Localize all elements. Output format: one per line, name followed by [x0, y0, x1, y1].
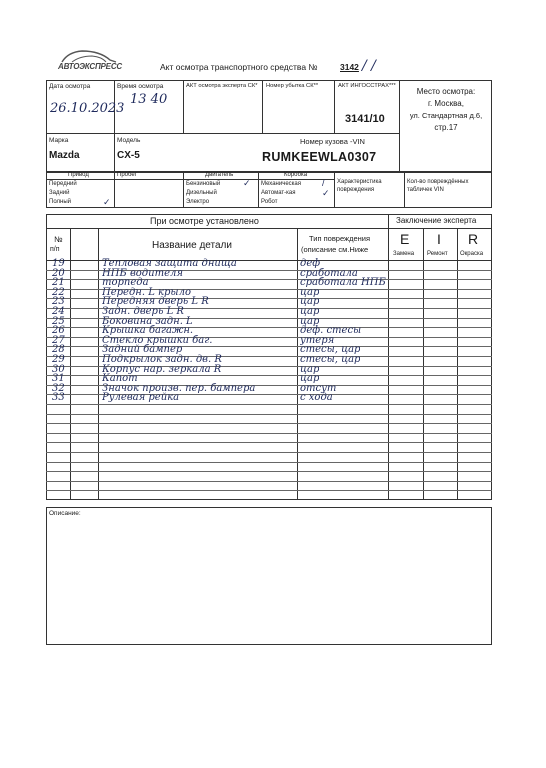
act-title: Акт осмотра транспортного средства №: [160, 62, 318, 72]
loss-number-label: Номер убытка СК**: [266, 83, 319, 89]
row-divider: [46, 462, 492, 463]
row-part-name: Боковина задн. L: [102, 315, 193, 327]
num-label: №: [54, 235, 63, 244]
date-value: 26.10.2023: [50, 101, 125, 116]
drive-rear: Задний: [49, 190, 70, 196]
row-number: 20: [52, 267, 65, 279]
ingosstrakh-value: 3141/10: [345, 113, 385, 125]
place-building: стр.17: [434, 123, 458, 132]
description-label: Описание:: [49, 510, 81, 517]
col-r-sub: Окраска: [460, 251, 484, 257]
row-damage-type: цар: [300, 373, 320, 385]
drive-front: Передний: [49, 181, 77, 187]
row-damage-type: с хода: [300, 392, 333, 404]
row-divider: [46, 490, 492, 491]
row-damage-type: цар: [300, 315, 320, 327]
row-damage-type: цар: [300, 363, 320, 375]
drive-full-check: ✓: [103, 197, 111, 207]
expert-act-label: АКТ осмотра эксперта СК*: [186, 83, 258, 89]
date-label: Дата осмотра: [49, 83, 91, 90]
row-number: 23: [52, 296, 65, 308]
row-part-name: НПБ водителя: [102, 267, 183, 279]
row-number: 31: [52, 373, 65, 385]
gearbox-manual-check: /: [322, 178, 325, 188]
gearbox-auto-check: ✓: [322, 188, 330, 198]
row-part-name: Передняя дверь L R: [102, 296, 209, 308]
row-number: 32: [52, 382, 65, 394]
damage-char-label: Характеристика повреждения: [337, 179, 382, 193]
damage-type-label: Тип повреждения: [309, 234, 371, 243]
gearbox-robot: Робот: [261, 199, 278, 205]
logo-text: АВТОЭКСПРЕСС: [58, 62, 122, 71]
brand-value: Mazda: [49, 150, 80, 161]
row-damage-type: цар: [300, 296, 320, 308]
row-number: 28: [52, 344, 65, 356]
row-divider: [46, 433, 492, 434]
engine-electric: Электро: [186, 199, 210, 205]
time-value: 13 40: [130, 92, 168, 107]
col-i-sub: Ремонт: [427, 251, 448, 257]
engine-label: Двигатель: [205, 172, 234, 178]
inspection-place: [402, 86, 490, 134]
vin-label: Номер кузова -VIN: [300, 137, 365, 146]
row-damage-type: цар: [300, 306, 320, 317]
row-number: 24: [52, 306, 65, 317]
row-divider: [46, 423, 492, 424]
conclusion-label: Заключение эксперта: [396, 216, 477, 225]
row-number: 25: [52, 315, 65, 327]
row-part-name: Тепловая защита днища: [102, 258, 237, 269]
row-part-name: торпеда: [102, 277, 149, 289]
row-damage-type: сработала НПБ: [300, 277, 386, 289]
row-part-name: Значок произв. пер. бампера: [102, 382, 256, 394]
model-label: Модель: [117, 137, 141, 144]
row-damage-type: утеря: [300, 334, 335, 346]
vin-value: RUMKEEWLA0307: [262, 150, 377, 164]
col-i: I: [437, 231, 441, 247]
row-damage-type: цар: [300, 286, 320, 298]
part-name-label: Название детали: [152, 240, 232, 251]
repeat-vin-label: Кол-во повреждённых табличек VIN: [407, 179, 469, 193]
row-part-name: Корпус нар. зеркала R: [102, 363, 222, 375]
description-block: [46, 507, 492, 645]
row-part-name: Подкрылок задн. дв. R: [102, 354, 222, 365]
row-part-name: Задний бампер: [102, 344, 183, 356]
engine-petrol-check: ✓: [243, 178, 251, 188]
row-part-name: Стекло крышки баг.: [102, 334, 213, 346]
row-divider: [46, 404, 492, 405]
logo: [58, 48, 122, 74]
established-label: При осмотре установлено: [150, 216, 259, 226]
row-damage-type: отсут: [300, 382, 337, 394]
num-sub-label: п/п: [50, 246, 60, 253]
place-city: г. Москва,: [428, 99, 464, 108]
place-label: Место осмотра:: [416, 87, 476, 96]
row-number: 26: [52, 325, 65, 337]
ingosstrakh-label: АКТ ИНГОССТРАХ***: [338, 83, 396, 89]
col-e: E: [400, 231, 410, 247]
drive-label: Привод: [68, 172, 89, 178]
row-number: 33: [52, 392, 65, 404]
row-number: 22: [52, 286, 65, 298]
drive-full: Полный: [49, 199, 71, 205]
col-r: R: [468, 231, 479, 247]
row-damage-type: стесы, цар: [300, 344, 361, 356]
row-part-name: Крышка багажн.: [102, 325, 194, 337]
row-divider: [46, 414, 492, 415]
row-damage-type: сработала: [300, 267, 358, 279]
row-part-name: Задн. дверь L R: [102, 306, 184, 317]
row-number: 27: [52, 334, 65, 346]
place-street: ул. Стандартная д.6,: [409, 111, 483, 120]
brand-label: Марка: [49, 137, 69, 144]
row-number: 19: [52, 258, 65, 269]
gearbox-manual: Механическая: [261, 181, 302, 187]
act-number: 3142: [340, 62, 359, 72]
row-divider: [46, 471, 492, 472]
row-part-name: Передн. L крыло: [102, 286, 191, 298]
row-part-name: Капот: [102, 373, 138, 385]
col-e-sub: Замена: [393, 251, 415, 257]
time-label: Время осмотра: [117, 83, 164, 90]
row-damage-type: стесы, цар: [300, 354, 361, 365]
engine-petrol: Бензиновый: [186, 181, 221, 187]
row-damage-type: деф: [300, 258, 321, 269]
row-divider: [46, 481, 492, 482]
damage-type-sub-label: (описание см.Ниже: [301, 245, 369, 254]
row-number: 29: [52, 354, 65, 365]
gearbox-label: Коробка: [284, 172, 308, 178]
row-divider: [46, 442, 492, 443]
row-divider: [46, 452, 492, 453]
mileage-label: Пробег: [117, 172, 137, 178]
engine-diesel: Дизельный: [186, 190, 217, 196]
row-part-name: Рулевая рейка: [102, 392, 180, 404]
gearbox-auto: Автомат-кая: [261, 190, 296, 196]
model-value: CX-5: [117, 150, 140, 161]
row-number: 21: [52, 277, 65, 289]
row-damage-type: деф. стесы: [300, 325, 362, 337]
act-number-suffix: / /: [362, 58, 376, 74]
row-number: 30: [52, 363, 65, 375]
